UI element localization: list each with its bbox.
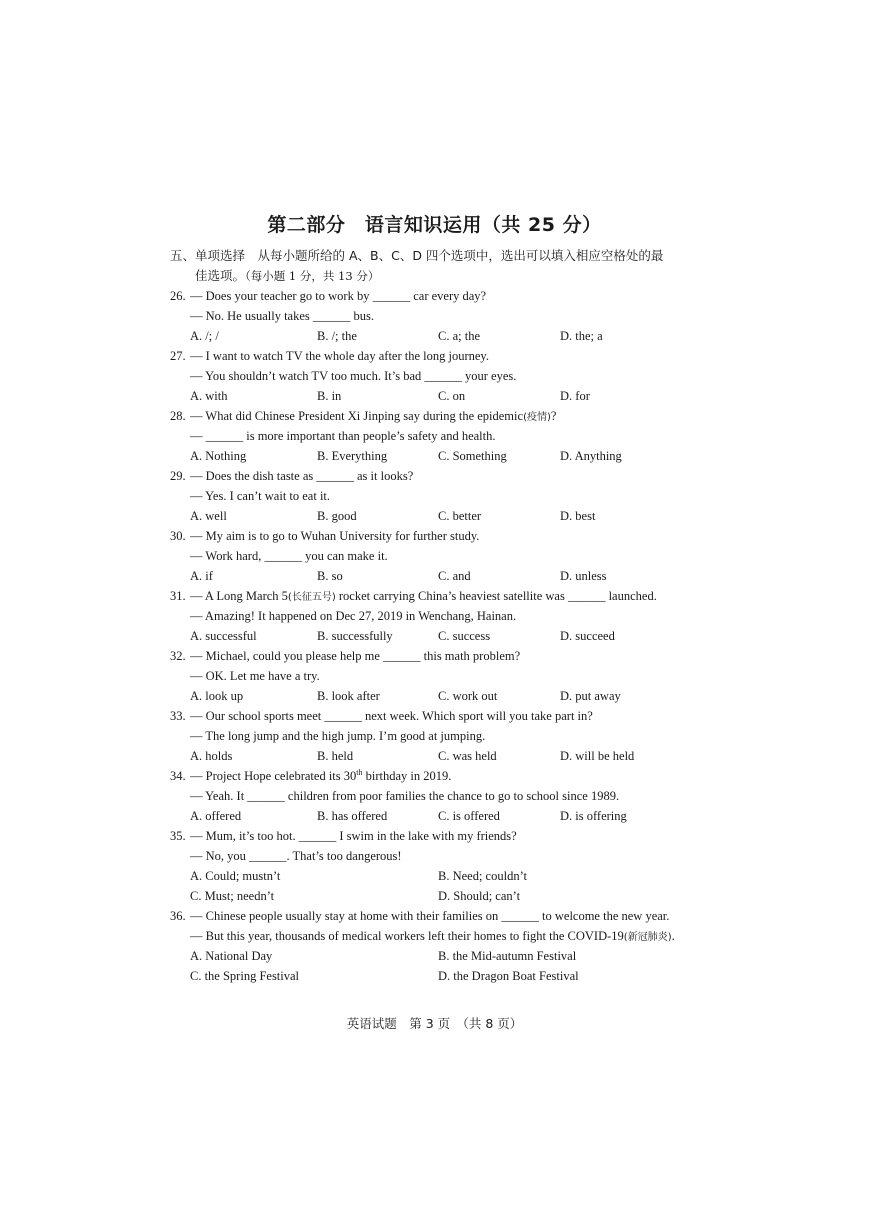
answer-text: — You shouldn’t watch TV too much. It’s bad ______ your eyes. [190, 369, 517, 383]
option-c: C. on [438, 389, 466, 403]
option-b: B. has offered [317, 809, 388, 823]
question-text: — Michael, could you please help me ______ this math problem? [190, 649, 521, 663]
option-d: D. succeed [560, 629, 615, 643]
answer-line [170, 546, 730, 566]
question-number: 31. [170, 589, 186, 603]
option-b: B. so [317, 569, 343, 583]
answer-text: — Amazing! It happened on Dec 27, 2019 in Wenchang, Hainan. [190, 609, 517, 623]
question-gloss: (疫情) [523, 412, 551, 423]
answer-line [170, 666, 730, 686]
answer-text: — No. He usually takes ______ bus. [190, 309, 375, 323]
answer-text: — OK. Let me have a try. [190, 669, 320, 683]
options-row [170, 386, 730, 406]
option-c: C. Something [438, 449, 507, 463]
option-b: B. successfully [317, 629, 393, 643]
question-number: 35. [170, 829, 186, 843]
question-item [170, 906, 730, 986]
option-c: C. a; the [438, 329, 481, 343]
question-number: 30. [170, 529, 186, 543]
answer-line [170, 486, 730, 506]
question-superscript: th [356, 767, 363, 777]
option-d: D. unless [560, 569, 607, 583]
option-c: C. better [438, 509, 482, 523]
option-d: D. best [560, 509, 596, 523]
question-text: — I want to watch TV the whole day after the long journey. [190, 349, 489, 363]
question-line [170, 766, 730, 786]
answer-text: — Work hard, ______ you can make it. [190, 549, 388, 563]
question-item [170, 286, 730, 346]
question-gloss: (长征五号) [287, 592, 336, 603]
answer-line [170, 726, 730, 746]
option-d: D. the Dragon Boat Festival [438, 969, 579, 983]
options-row [170, 686, 730, 706]
option-b: B. good [317, 509, 357, 523]
option-b: B. the Mid-autumn Festival [438, 949, 577, 963]
question-number: 33. [170, 709, 186, 723]
section-instructions [170, 246, 710, 286]
option-d: D. is offering [560, 809, 627, 823]
answer-line [170, 306, 730, 326]
part-title: 第二部分 语言知识运用（共 25 分） [267, 214, 602, 236]
option-a: A. look up [190, 689, 244, 703]
option-b: B. held [317, 749, 354, 763]
options-row [170, 566, 730, 586]
option-a: A. with [190, 389, 228, 403]
page-footer: 英语试题 第 3 页 （共 8 页） [346, 1016, 523, 1031]
question-item [170, 646, 730, 706]
question-number: 28. [170, 409, 186, 423]
question-text: — A Long March 5 [190, 589, 288, 603]
instruction-note: （每小题 1 分，共 13 分） [245, 269, 380, 283]
question-line [170, 706, 730, 726]
answer-text-end: . [671, 929, 675, 943]
answer-line [170, 846, 730, 866]
question-text: — Does your teacher go to work by ______ car every day? [190, 289, 487, 303]
question-number: 27. [170, 349, 186, 363]
question-item [170, 586, 730, 646]
option-a: A. offered [190, 809, 242, 823]
question-number: 29. [170, 469, 186, 483]
options-row [170, 446, 730, 466]
option-d: D. for [560, 389, 590, 403]
answer-line [170, 426, 730, 446]
options-row [170, 966, 730, 986]
option-c: C. was held [438, 749, 497, 763]
answer-text: — The long jump and the high jump. I’m good at jumping. [190, 729, 486, 743]
question-text: — My aim is to go to Wuhan University for further study. [190, 529, 480, 543]
answer-line [170, 366, 730, 386]
question-line [170, 586, 730, 606]
question-item [170, 526, 730, 586]
question-number: 32. [170, 649, 186, 663]
options-row [170, 946, 730, 966]
answer-text: — No, you ______. That’s too dangerous! [190, 849, 402, 863]
answer-line [170, 926, 730, 946]
instruction-text: 佳选项。 [195, 268, 246, 283]
option-a: A. Nothing [190, 449, 247, 463]
option-a: A. well [190, 509, 227, 523]
question-item [170, 466, 730, 526]
question-text: — What did Chinese President Xi Jinping say during the epidemic [190, 409, 524, 423]
option-d: D. Should; can’t [438, 889, 521, 903]
question-item [170, 826, 730, 906]
option-c: C. and [438, 569, 471, 583]
question-item [170, 406, 730, 466]
question-list [170, 286, 730, 986]
question-text: — Project Hope celebrated its 30 [190, 769, 357, 783]
answer-gloss: (新冠肺炎) [623, 932, 672, 943]
option-c: C. Must; needn’t [190, 889, 275, 903]
question-text: — Does the dish taste as ______ as it looks? [190, 469, 414, 483]
question-text: — Mum, it’s too hot. ______ I swim in the lake with my friends? [190, 829, 517, 843]
option-b: B. Everything [317, 449, 388, 463]
option-a: A. if [190, 569, 213, 583]
question-number: 34. [170, 769, 186, 783]
option-a: A. successful [190, 629, 257, 643]
options-row [170, 866, 730, 886]
question-number: 26. [170, 289, 186, 303]
question-line [170, 406, 730, 426]
options-row [170, 886, 730, 906]
options-row [170, 626, 730, 646]
answer-text: — Yeah. It ______ children from poor families the chance to go to school since 1989. [190, 789, 620, 803]
option-b: B. /; the [317, 329, 357, 343]
question-line [170, 286, 730, 306]
question-line [170, 346, 730, 366]
question-text-end: ? [550, 409, 557, 423]
question-line [170, 526, 730, 546]
option-b: B. in [317, 389, 342, 403]
question-text: — Chinese people usually stay at home with their families on ______ to welcome the new year. [190, 909, 670, 923]
answer-line [170, 786, 730, 806]
question-line [170, 906, 730, 926]
question-text: — Our school sports meet ______ next week. Which sport will you take part in? [190, 709, 593, 723]
answer-text: — Yes. I can’t wait to eat it. [190, 489, 331, 503]
question-item [170, 766, 730, 826]
instruction-line-2 [170, 266, 710, 286]
option-d: D. put away [560, 689, 621, 703]
question-line [170, 826, 730, 846]
option-d: D. Anything [560, 449, 622, 463]
question-text-end: birthday in 2019. [362, 769, 452, 783]
question-line [170, 466, 730, 486]
answer-line [170, 606, 730, 626]
option-b: B. look after [317, 689, 380, 703]
option-a: A. National Day [190, 949, 273, 963]
question-line [170, 646, 730, 666]
question-item [170, 706, 730, 766]
options-row [170, 506, 730, 526]
option-d: D. the; a [560, 329, 603, 343]
option-c: C. work out [438, 689, 498, 703]
option-a: A. holds [190, 749, 233, 763]
option-a: A. Could; mustn’t [190, 869, 281, 883]
options-row [170, 806, 730, 826]
question-text-end: rocket carrying China’s heaviest satellite was ______ launched. [335, 589, 657, 603]
option-c: C. success [438, 629, 491, 643]
options-row [170, 746, 730, 766]
instruction-line-1: 五、单项选择 从每小题所给的 A、B、C、D 四个选项中，选出可以填入相应空格处的最 [170, 248, 664, 263]
answer-text: — But this year, thousands of medical workers left their homes to fight the COVID-19 [190, 929, 624, 943]
question-number: 36. [170, 909, 186, 923]
answer-text: — ______ is more important than people’s safety and health. [190, 429, 496, 443]
question-item [170, 346, 730, 406]
options-row [170, 326, 730, 346]
option-c: C. the Spring Festival [190, 969, 300, 983]
option-a: A. /; / [190, 329, 219, 343]
option-b: B. Need; couldn’t [438, 869, 527, 883]
option-c: C. is offered [438, 809, 500, 823]
option-d: D. will be held [560, 749, 635, 763]
